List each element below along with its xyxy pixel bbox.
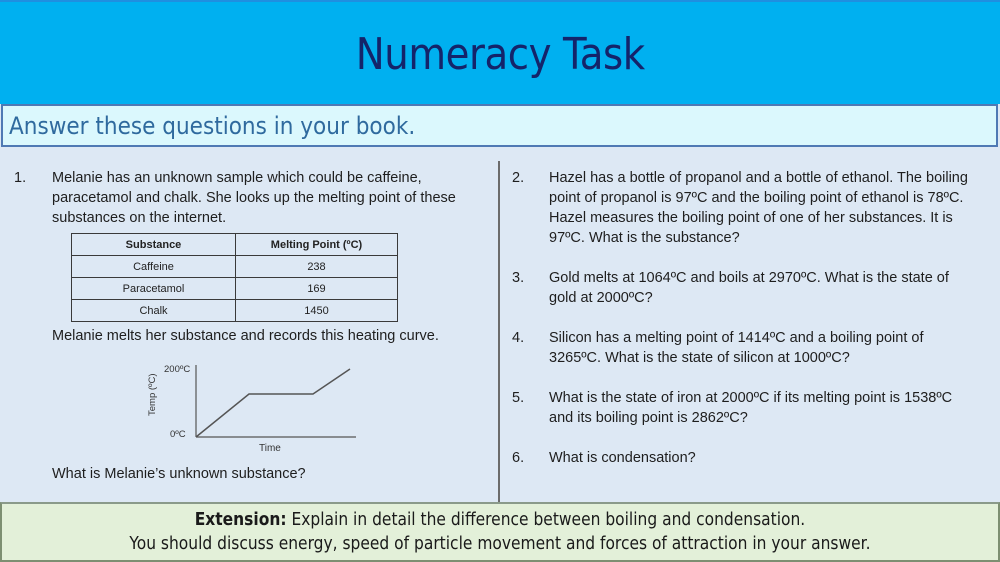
column-header-melting-point: Melting Point (ºC)	[236, 234, 398, 256]
cell-melting-point: 1450	[236, 300, 398, 322]
question-text: What is condensation?	[549, 450, 696, 466]
instruction-banner	[1, 104, 998, 147]
y-bottom-label: 0ºC	[170, 429, 186, 440]
extension-banner	[0, 502, 1000, 562]
x-axis-label: Time	[259, 443, 281, 451]
cell-melting-point: 169	[236, 278, 398, 300]
question-text: Gold melts at 1064ºC and boils at 2970ºC. What is the state of gold at 2000ºC?	[549, 270, 949, 306]
question-text: What is the state of iron at 2000ºC if its melting point is 1538ºC and its boiling point is 2862ºC?	[549, 390, 953, 426]
question-text: Hazel has a bottle of propanol and a bottle of ethanol. The boiling point of propanol is 97ºC and the boiling point of ethanol is 78ºC. Hazel measures the boiling point of one of her substances. It is 97ºC. What is the substance?	[549, 170, 968, 246]
questions-panel	[0, 149, 1000, 503]
question-number: 5.	[512, 390, 525, 406]
question-number: 1.	[14, 170, 27, 186]
y-top-label: 200ºC	[164, 364, 191, 375]
heating-curve-svg	[140, 361, 370, 451]
melting-point-table	[71, 233, 398, 322]
question-number: 6.	[512, 450, 525, 466]
page-title: Numeracy Task	[355, 28, 645, 80]
column-header-substance: Substance	[72, 234, 236, 256]
table-row	[72, 278, 398, 300]
extension-text-1: Explain in detail the difference between boiling and condensation.	[291, 509, 806, 530]
question-number: 4.	[512, 330, 525, 346]
table-row	[72, 256, 398, 278]
instruction-text: Answer these questions in your book.	[9, 111, 416, 140]
title-banner	[0, 0, 1000, 104]
extension-line-1	[195, 508, 806, 532]
table-header-row	[72, 234, 398, 256]
y-axis-label: Temp (ºC)	[147, 373, 158, 416]
cell-substance: Paracetamol	[72, 278, 236, 300]
cell-melting-point: 238	[236, 256, 398, 278]
extension-line-2: You should discuss energy, speed of particle movement and forces of attraction in your answer.	[129, 533, 871, 554]
question-number: 2.	[512, 170, 525, 186]
question-text: Melanie has an unknown sample which could be caffeine, paracetamol and chalk. She looks up the melting point of these substances on the internet.	[52, 170, 456, 226]
question-1-prompt: What is Melanie’s unknown substance?	[52, 466, 306, 482]
question-number: 3.	[512, 270, 525, 286]
question-1-graph-intro: Melanie melts her substance and records this heating curve.	[52, 328, 439, 344]
table-row	[72, 300, 398, 322]
extension-label: Extension:	[194, 509, 287, 530]
cell-substance: Caffeine	[72, 256, 236, 278]
question-text: Silicon has a melting point of 1414ºC and a boiling point of 3265ºC. What is the state of silicon at 1000ºC?	[549, 330, 924, 366]
heating-curve-graph	[140, 361, 370, 451]
cell-substance: Chalk	[72, 300, 236, 322]
column-divider	[498, 161, 500, 503]
